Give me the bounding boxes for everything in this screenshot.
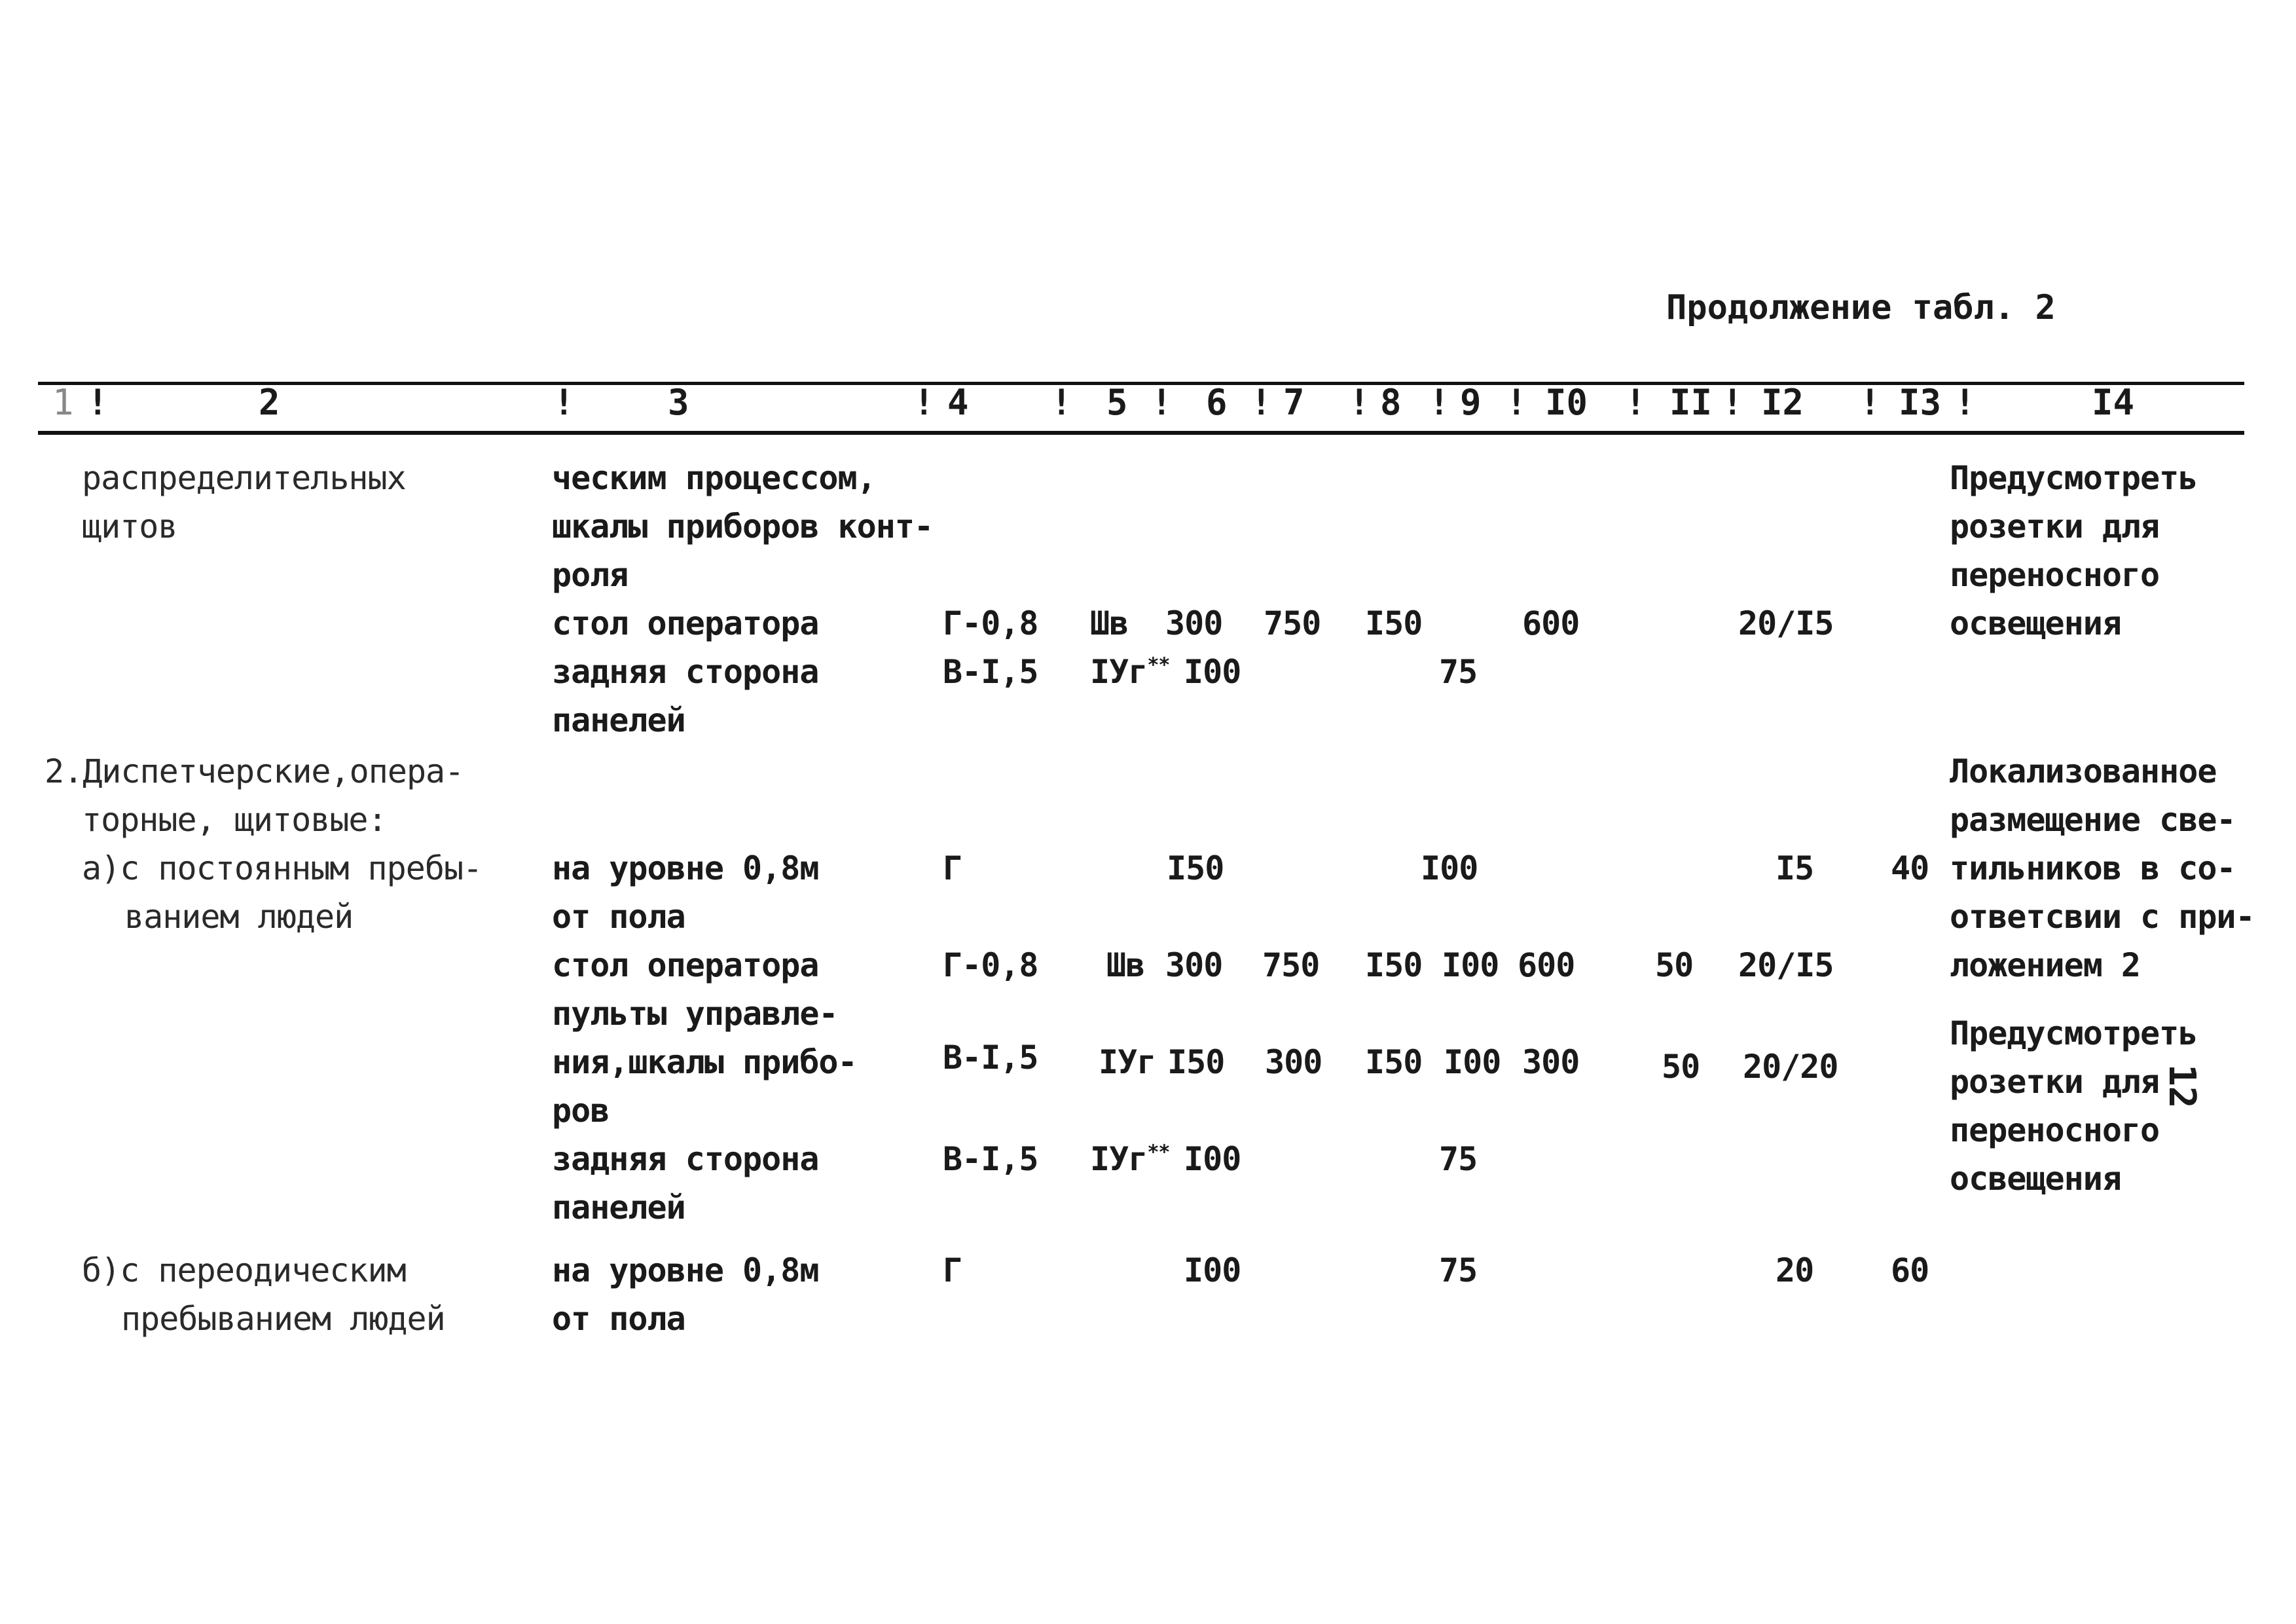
col14-line: размещение све-: [1950, 801, 2236, 839]
cell-value: 50: [1662, 1048, 1700, 1086]
col14-line: Предусмотреть: [1950, 1014, 2198, 1052]
col3-line: роля: [552, 556, 629, 594]
header-col-13: I3: [1899, 382, 1942, 423]
header-bottom-rule: [38, 431, 2244, 435]
cell-value: I50: [1365, 946, 1423, 984]
col3-line: задняя сторона: [552, 653, 819, 691]
col14-line: переносного: [1950, 556, 2160, 594]
col3-line: на уровне 0,8м: [552, 849, 819, 887]
header-col-7: 7: [1283, 382, 1305, 423]
cell-value: 600: [1522, 604, 1580, 642]
cell-value: I00: [1444, 1043, 1501, 1081]
cell-type: Г-0,8: [943, 946, 1038, 984]
col14-line: розетки для: [1950, 507, 2160, 545]
cell-value: 300: [1165, 604, 1223, 642]
cell-value: 75: [1439, 1251, 1478, 1289]
col3-line: ческим процессом,: [552, 459, 876, 497]
header-separator: !: [1954, 382, 1976, 423]
col3-line: стол оператора: [552, 604, 819, 642]
header-col-9: 9: [1460, 382, 1482, 423]
col2-line: а)с постоянным пребы-: [82, 849, 483, 887]
col3-line: от пола: [552, 898, 685, 936]
col14-line: переносного: [1950, 1111, 2160, 1149]
header-col-2: 2: [259, 382, 280, 423]
cell-value: 20/I5: [1738, 604, 1834, 642]
header-separator: !: [1859, 382, 1881, 423]
col14-line: тильников в со-: [1950, 849, 2236, 887]
col2-line: пребыванием людей: [121, 1300, 445, 1338]
cell-type: Г: [943, 849, 962, 887]
col14-line: освещения: [1950, 604, 2121, 642]
col3-line: задняя сторона: [552, 1140, 819, 1178]
header-col-12: I2: [1761, 382, 1804, 423]
header-separator: !: [1349, 382, 1370, 423]
cell-value: 75: [1439, 653, 1478, 691]
cell-type: В-I,5: [943, 653, 1038, 691]
col2-line: торные, щитовые:: [82, 801, 387, 839]
header-separator: !: [1506, 382, 1527, 423]
col2-line: б)с переодическим: [82, 1251, 406, 1289]
cell-class: IУг**: [1090, 1140, 1170, 1178]
cell-value: 750: [1264, 604, 1321, 642]
cell-type: Г-0,8: [943, 604, 1038, 642]
col3-line: от пола: [552, 1300, 685, 1338]
cell-value: 300: [1522, 1043, 1580, 1081]
cell-value: I00: [1442, 946, 1499, 984]
cell-value: 750: [1262, 946, 1320, 984]
header-col-1: 1: [52, 382, 74, 423]
col3-line: стол оператора: [552, 946, 819, 984]
col3-line: шкалы приборов конт-: [552, 507, 934, 545]
col2-line: распределительных: [82, 459, 406, 497]
col2-line: 2.Диспетчерские,опера-: [45, 752, 464, 790]
header-separator: !: [553, 382, 575, 423]
col14-line: Предусмотреть: [1950, 459, 2198, 497]
cell-value: I00: [1184, 653, 1241, 691]
col3-line: пульты управле-: [552, 995, 838, 1033]
cell-class: IУг**: [1090, 653, 1170, 691]
cell-value: 20: [1776, 1251, 1814, 1289]
col3-line: ния,шкалы прибо-: [552, 1043, 857, 1081]
header-separator: !: [1250, 382, 1272, 423]
cell-value: 20/20: [1743, 1048, 1838, 1086]
header-col-11: II: [1669, 382, 1713, 423]
header-col-5: 5: [1106, 382, 1128, 423]
header-separator: !: [87, 382, 109, 423]
col14-line: Локализованное: [1950, 752, 2217, 790]
table-continuation-caption: Продолжение табл. 2: [1666, 288, 2056, 327]
header-col-6: 6: [1206, 382, 1228, 423]
cell-value: I50: [1167, 1043, 1225, 1081]
col14-line: ложением 2: [1950, 946, 2141, 984]
cell-class: IУг: [1099, 1043, 1156, 1081]
cell-value: 300: [1265, 1043, 1322, 1081]
cell-value: 60: [1891, 1251, 1929, 1289]
header-col-3: 3: [668, 382, 689, 423]
header-col-8: 8: [1380, 382, 1402, 423]
cell-value: I50: [1365, 1043, 1423, 1081]
cell-type: В-I,5: [943, 1039, 1038, 1077]
col3-line: на уровне 0,8м: [552, 1251, 819, 1289]
col14-line: розетки для: [1950, 1063, 2160, 1101]
header-separator: !: [1429, 382, 1450, 423]
header-separator: !: [913, 382, 935, 423]
header-col-10: I0: [1545, 382, 1588, 423]
cell-value: 600: [1518, 946, 1575, 984]
cell-value: I00: [1421, 849, 1478, 887]
cell-value: 300: [1165, 946, 1223, 984]
cell-value: I50: [1365, 604, 1423, 642]
col3-line: панелей: [552, 1189, 685, 1227]
col2-line: щитов: [82, 507, 177, 545]
col3-line: ров: [552, 1092, 610, 1130]
header-col-4: 4: [947, 382, 969, 423]
col14-line: ответсвии с при-: [1950, 898, 2255, 936]
header-separator: !: [1051, 382, 1072, 423]
cell-value: I50: [1167, 849, 1224, 887]
page-number: 12: [2160, 1064, 2203, 1109]
cell-class: Шв: [1090, 604, 1129, 642]
header-separator: !: [1722, 382, 1743, 423]
col3-line: панелей: [552, 701, 685, 739]
cell-value: 20/I5: [1738, 946, 1834, 984]
header-separator: !: [1625, 382, 1647, 423]
cell-class: Шв: [1106, 946, 1145, 984]
cell-type: В-I,5: [943, 1140, 1038, 1178]
cell-value: I5: [1776, 849, 1814, 887]
cell-value: 50: [1655, 946, 1694, 984]
cell-type: Г: [943, 1251, 962, 1289]
cell-value: I00: [1184, 1140, 1241, 1178]
cell-value: 75: [1439, 1140, 1478, 1178]
header-col-14: I4: [2092, 382, 2135, 423]
header-separator: !: [1151, 382, 1173, 423]
cell-value: I00: [1184, 1251, 1241, 1289]
cell-value: 40: [1891, 849, 1929, 887]
col2-line: ванием людей: [124, 898, 354, 936]
col14-line: освещения: [1950, 1160, 2121, 1198]
